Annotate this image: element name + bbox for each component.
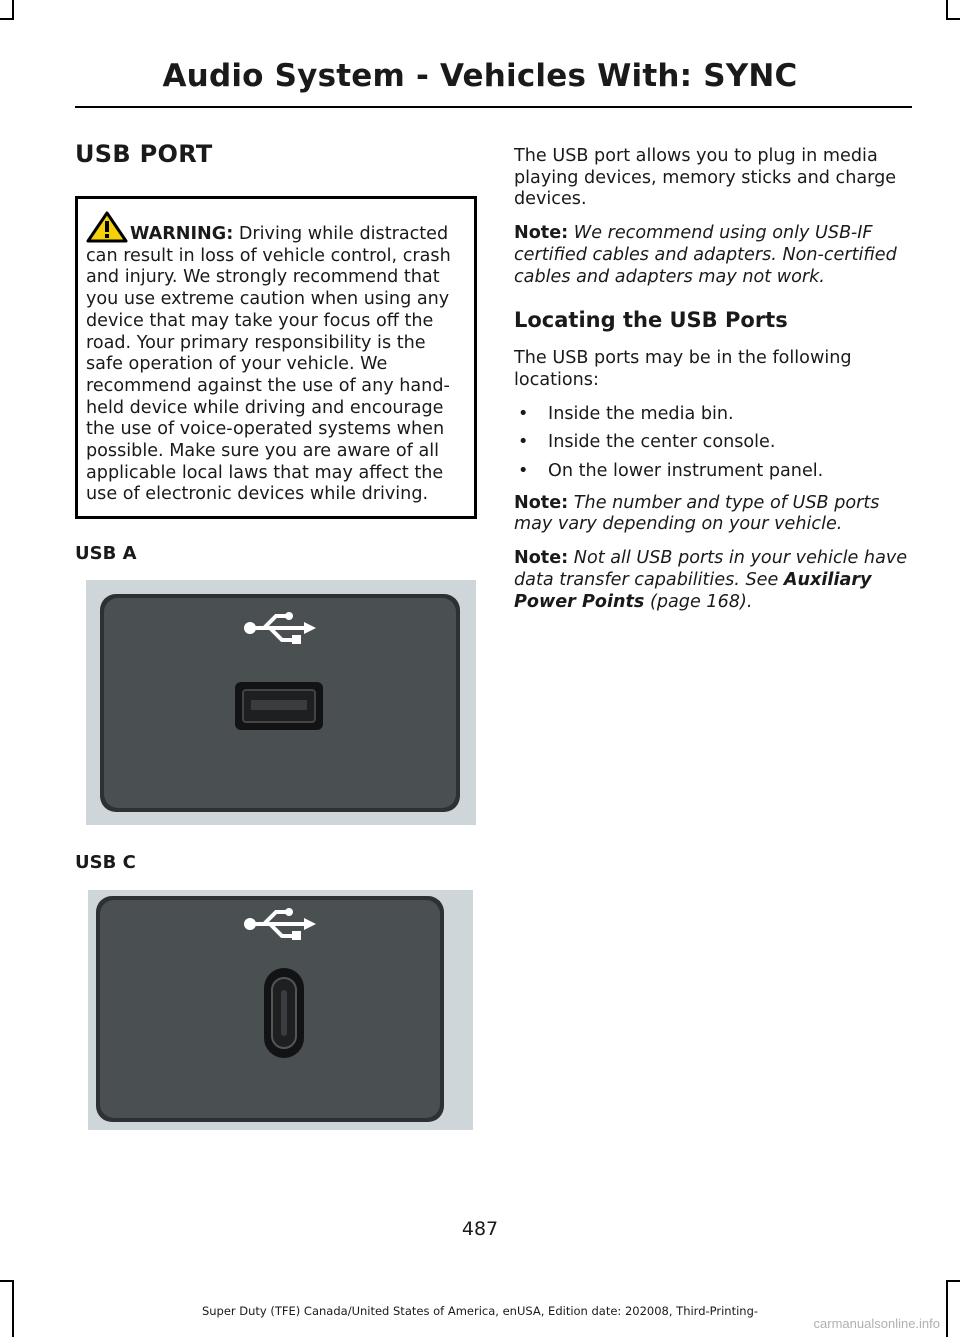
crop-mark-bottom-right-h — [946, 1280, 960, 1282]
warning-label: WARNING: — [130, 224, 234, 244]
locating-title: Locating the USB Ports — [514, 308, 788, 333]
usb-a-port-image — [86, 580, 476, 825]
note-text: The number and type of USB ports may vary depending on your vehicle. — [514, 492, 880, 535]
usb-c-port-image — [88, 890, 473, 1130]
note-usb-types — [514, 493, 909, 536]
usb-a-label: USB A — [75, 543, 137, 565]
footer-edition-info: Super Duty (TFE) Canada/United States of America, enUSA, Edition date: 202008, Third-Printing- — [201, 1304, 759, 1318]
watermark: carmanualsonline.info — [813, 1316, 940, 1331]
locations-list — [514, 404, 909, 483]
crop-mark-top-left — [12, 0, 14, 20]
note-data-transfer — [514, 548, 909, 613]
left-column — [75, 140, 475, 564]
crop-mark-top-left-h — [0, 18, 14, 20]
note-text: Not all USB ports in your vehicle have data transfer capabilities. See — [514, 548, 908, 590]
note-label: Note: — [514, 492, 569, 513]
note-label: Note: — [514, 223, 569, 244]
list-item: • Inside the center console. — [514, 432, 909, 454]
usb-intro-paragraph: The USB port allows you to plug in media playing devices, memory sticks and charge devices. — [514, 146, 897, 210]
list-item: • On the lower instrument panel. — [514, 461, 909, 483]
list-item: • Inside the media bin. — [514, 404, 909, 426]
section-title: USB PORT — [75, 140, 213, 168]
page-header-title: Audio System - Vehicles With: SYNC — [162, 58, 798, 94]
warning-box — [75, 196, 477, 519]
warning-triangle-icon — [86, 211, 128, 243]
warning-text: Driving while distracted can result in loss of vehicle control, crash and injury. We strongly recommend that you use extreme caution when using any device that may take your focus off the road. Your primary responsibility is the safe operation of your vehicle. We recommend against the use of any hand-held device while driving and encourage the use of voice-operated systems when possible. Make sure you are aware of all applicable local laws that may affect the use of electronic devices while driving. — [86, 224, 451, 505]
header-divider — [75, 106, 912, 108]
note-certified-cables — [514, 223, 909, 288]
right-column — [514, 146, 909, 625]
crop-mark-top-right-h — [946, 18, 960, 20]
note-label: Note: — [514, 548, 569, 569]
crop-mark-top-right — [946, 0, 948, 20]
locating-intro: The USB ports may be in the following locations: — [514, 348, 852, 390]
page-number: 487 — [461, 1218, 499, 1240]
auxiliary-power-points-link[interactable]: Auxiliary Power Points — [514, 569, 872, 612]
crop-mark-bottom-left-h — [0, 1280, 14, 1282]
usb-c-label: USB C — [75, 852, 136, 873]
note-text: We recommend using only USB-IF certified cables and adapters. Non-certified cables and adapters may not work. — [514, 223, 897, 287]
page-reference: (page 168). — [644, 591, 753, 612]
